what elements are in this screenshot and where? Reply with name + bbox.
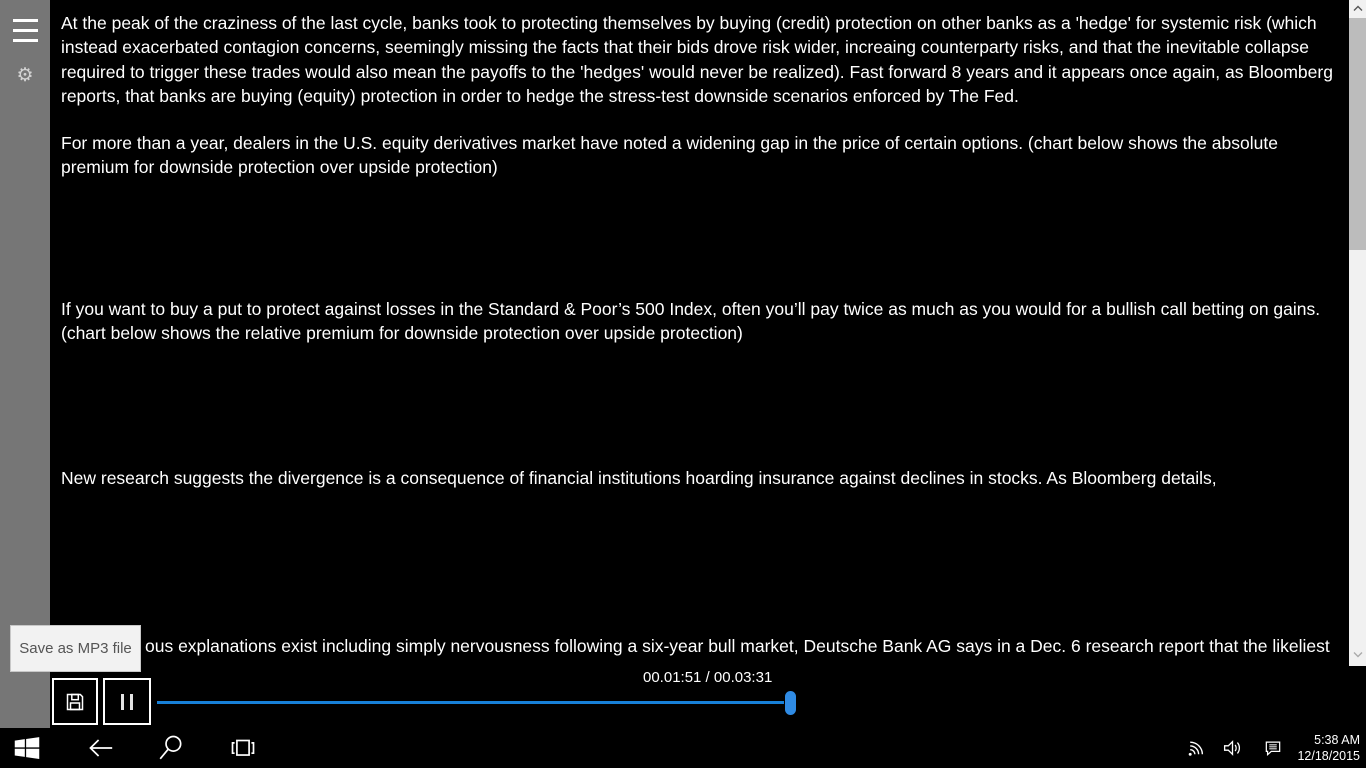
left-sidebar [0,0,50,728]
wifi-icon [1186,738,1207,759]
settings-gear-icon[interactable]: ⚙ [16,65,34,86]
article-paragraph-5: ous explanations exist including simply nervousness following a six-year bull market, Deutsche Bank AG says in a Dec. 6 research report that the likeliest [145,636,1330,656]
hamburger-menu-icon[interactable] [13,19,38,49]
action-center-button[interactable] [1263,738,1283,758]
windows-logo-icon [13,734,41,762]
volume-tray-button[interactable] [1222,738,1243,759]
progress-slider-thumb[interactable] [785,691,796,715]
start-button[interactable] [13,734,41,762]
chevron-up-icon [1353,5,1363,12]
pause-icon [121,694,133,710]
save-mp3-button[interactable] [52,678,98,725]
article-paragraph-4: New research suggests the divergence is a consequence of financial institutions hoarding insurance against declines in stocks. As Bloomberg details, [61,468,1217,488]
task-view-icon [228,733,258,763]
pause-button[interactable] [103,678,151,725]
article-paragraph-3: If you want to buy a put to protect against losses in the Standard & Poor’s 500 Index, often you’ll pay twice as much as you would for a bullish call betting on gains. (chart below shows the relative premium for downside protection over upside protection) [61,299,1321,344]
action-center-icon [1263,738,1283,758]
back-arrow-icon [85,733,115,763]
scrollbar-thumb[interactable] [1349,18,1366,250]
progress-track[interactable] [157,701,1340,704]
tray-date: 12/18/2015 [1297,749,1360,763]
vertical-scrollbar[interactable] [1349,0,1366,666]
progress-fill [157,701,784,704]
windows-taskbar [0,728,1366,768]
article-paragraph-2: For more than a year, dealers in the U.S. equity derivatives market have noted a widening gap in the price of certain options. (chart below shows the absolute premium for downside protection over upside protection) [61,133,1278,178]
volume-icon [1222,738,1243,759]
tray-time: 5:38 AM [1314,733,1360,747]
save-mp3-tooltip: Save as MP3 file [10,625,141,672]
search-icon [156,733,186,763]
task-view-button[interactable] [228,733,258,763]
chevron-down-icon [1353,651,1363,658]
taskbar-clock[interactable] [1297,732,1360,764]
back-button[interactable] [85,733,115,763]
wifi-tray-button[interactable] [1186,738,1207,759]
playback-time-display: 00.01:51 / 00.03:31 [643,669,773,686]
floppy-disk-icon [63,690,87,714]
article-paragraph-1: At the peak of the craziness of the last cycle, banks took to protecting themselves by buying (credit) protection on other banks as a 'hedge' for systemic risk (which instead exacerbated contagion concerns, seemingly missing the facts that their bids drove risk wider, increaing counterparty risks, and that the inevitable collapse required to trigger these trades would also mean the payoffs to the 'hedges' would never be realized). Fast forward 8 years and it appears once again, as Bloomberg reports, that banks are buying (equity) protection in order to hedge the stress-test downside scenarios enforced by The Fed. [61,13,1333,106]
scrollbar-down-button[interactable] [1349,647,1366,661]
scrollbar-up-button[interactable] [1349,0,1366,17]
search-button[interactable] [156,733,186,763]
